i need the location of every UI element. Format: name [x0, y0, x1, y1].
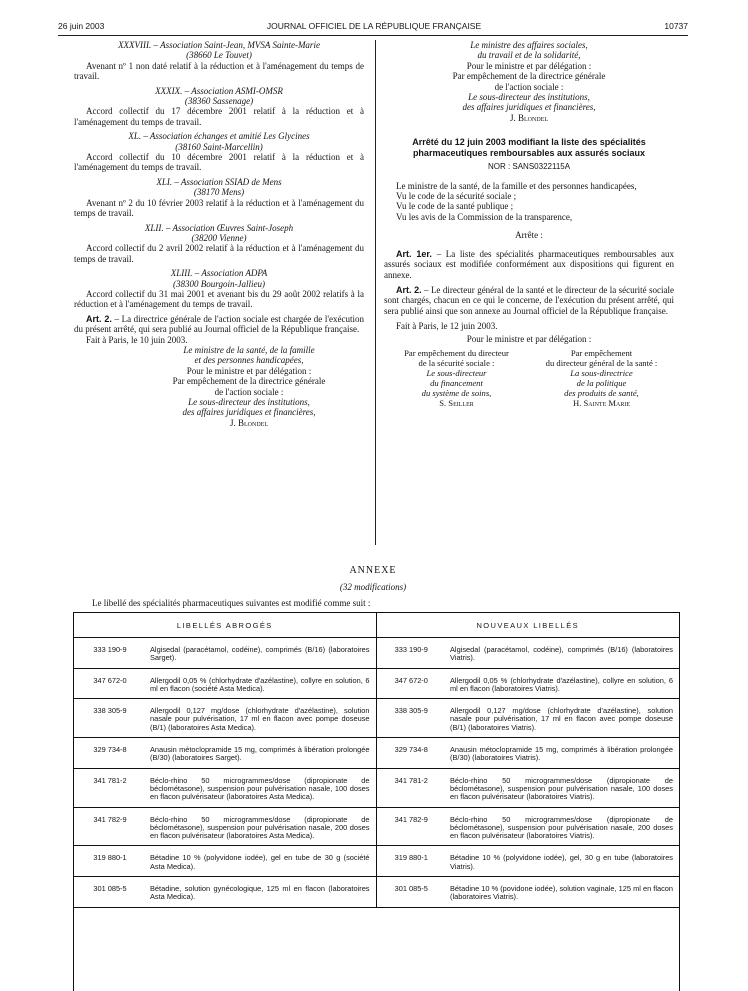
- signature-line: Le ministre des affaires sociales,: [470, 40, 588, 50]
- new-code: 341 782-9: [376, 807, 446, 846]
- signatory-name: S. Seiller: [439, 397, 474, 408]
- association-entry: [74, 223, 364, 265]
- page-header: [0, 0, 748, 30]
- article-label: Art. 2.: [396, 284, 422, 295]
- new-label: Bétadine 10 % (povidone iodée), solution vaginale, 125 ml en flacon (laboratoires Viatris).: [446, 877, 679, 908]
- old-label: Anausin métoclopramide 15 mg, comprimés à libération prolongée (B/30) (laboratoires Sarget).: [146, 738, 376, 769]
- signature-line: Par empêchement du directeur: [404, 347, 509, 358]
- arrete-heading: Arrête :: [515, 230, 543, 241]
- nor-reference: NOR : SANS0322115A: [487, 162, 571, 172]
- signature-line: Par empêchement de la directrice générale: [172, 376, 326, 387]
- association-entry: [74, 40, 364, 82]
- article-text: – La directrice générale de l'action sociale est chargée de l'exécution du présent arrêté, qui sera publié au Journal officiel de la République française.: [74, 313, 364, 335]
- association-entry: [74, 177, 364, 219]
- signature-line: Le sous-directeur: [426, 367, 487, 378]
- association-title: XXXVIII. – Association Saint-Jean, MVSA Sainte-Marie: [118, 40, 320, 50]
- old-code: 347 672-0: [74, 668, 146, 699]
- signature-line: de la sécurité sociale :: [418, 357, 495, 368]
- new-label: Allergodil 0,05 % (chlorhydrate d'azélastine), collyre en solution, 6 ml en flacon (laboratoires Viatris).: [446, 668, 679, 699]
- old-label: Algisedal (paracétamol, codéine), comprimés (B/16) (laboratoires Sarget).: [146, 638, 376, 669]
- old-code: 329 734-8: [74, 738, 146, 769]
- table-row: [74, 668, 679, 699]
- article-label: Art. 1er.: [396, 248, 432, 259]
- association-place: (38200 Vienne): [191, 232, 247, 243]
- signature-block-left: [134, 345, 364, 428]
- signature-block-securite-sociale: [384, 348, 529, 408]
- association-title: XXXIX. – Association ASMI-OMSR: [155, 85, 283, 96]
- signature-line: Le ministre de la santé, de la famille: [183, 344, 315, 355]
- old-code: 341 782-9: [74, 807, 146, 846]
- association-place: (38660 Le Touvet): [186, 50, 252, 61]
- annexe-title: ANNEXE: [349, 565, 397, 576]
- visa-line: Vu le code de la sécurité sociale ;: [396, 191, 517, 202]
- old-code: 319 880-1: [74, 846, 146, 877]
- header-date: 26 juin 2003: [58, 21, 105, 31]
- signature-line: Pour le ministre et par délégation :: [466, 60, 592, 71]
- preamble-intro: Le ministre de la santé, de la famille et des personnes handicapées,: [396, 180, 637, 191]
- fait-a-paris: Fait à Paris, le 12 juin 2003.: [396, 321, 498, 332]
- old-label: Béclo-rhino 50 microgrammes/dose (dipropionate de béclométasone), suspension pour pulvérisation nasale, 100 doses en flacon pulvérisateur (laboratoires Asta Medica).: [146, 768, 376, 807]
- association-place: (38170 Mens): [193, 187, 245, 198]
- annexe-table: [73, 612, 680, 991]
- old-label: Bétadine 10 % (polyvidone iodée), gel en tube de 30 g (société Asta Medica).: [146, 846, 376, 877]
- association-title: XLIII. – Association ADPA: [170, 268, 268, 279]
- new-code: 341 781-2: [376, 768, 446, 807]
- association-text: Avenant nº 1 non daté relatif à la réduction et à l'aménagement du temps de travail.: [74, 60, 364, 82]
- article-text: – La liste des spécialités pharmaceutiques remboursables aux assurés sociaux est modifiée conformément aux dispositions qui figurent en annexe.: [384, 248, 674, 280]
- signatory-name: H. Sainte Marie: [572, 397, 631, 408]
- signature-line: Par empêchement: [570, 347, 633, 358]
- new-label: Anausin métoclopramide 15 mg, comprimés à libération prolongée (B/30) (laboratoires Viatris).: [446, 738, 679, 769]
- signature-pair: [384, 348, 674, 408]
- left-column: [74, 40, 364, 428]
- right-column: [384, 40, 674, 408]
- new-label: Béclo-rhino 50 microgrammes/dose (dipropionate de béclométasone), suspension pour pulvérisation nasale, 100 doses en flacon pulvérisateur (laboratoires Viatris).: [446, 768, 679, 807]
- signature-line: Par empêchement de la directrice générale: [452, 71, 606, 82]
- new-code: 347 672-0: [376, 668, 446, 699]
- signature-line: du directeur général de la santé :: [545, 357, 658, 368]
- old-code: 301 085-5: [74, 877, 146, 908]
- new-code: 319 880-1: [376, 846, 446, 877]
- fait-a-paris: Fait à Paris, le 10 juin 2003.: [86, 334, 188, 345]
- column-header-old: LIBELLÉS ABROGÉS: [74, 613, 376, 638]
- association-place: (38360 Sassenage): [184, 96, 254, 107]
- signatory-name: J. Blondel: [510, 112, 548, 123]
- header-rule: [58, 35, 688, 36]
- association-text: Accord collectif du 2 avril 2002 relatif à la réduction et à l'aménagement du temps de travail.: [74, 243, 364, 264]
- signature-line: Le sous-directeur des institutions,: [188, 397, 310, 407]
- header-page-number: 10737: [664, 21, 688, 31]
- association-text: Accord collectif du 10 décembre 2001 relatif à la réduction et à l'aménagement du temps de travail.: [74, 152, 364, 173]
- old-label: Bétadine, solution gynécologique, 125 ml en flacon (laboratoires Asta Medica).: [146, 877, 376, 908]
- old-code: 341 781-2: [74, 768, 146, 807]
- table-row: [74, 638, 679, 669]
- table-header-row: [74, 613, 679, 638]
- column-header-new: NOUVEAUX LIBELLÉS: [376, 613, 679, 638]
- new-label: Allergodil 0,127 mg/dose (chlorhydrate d'azélastine), solution nasale pour pulvérisation, 17 ml en flacon avec pompe doseuse (B/1) (laboratoires Viatris).: [446, 699, 679, 738]
- signature-line: et des personnes handicapées,: [194, 355, 304, 366]
- association-list: [74, 40, 364, 310]
- signature-line: de l'action sociale :: [494, 81, 564, 92]
- column-divider: [375, 40, 376, 545]
- association-text: Accord collectif du 17 décembre 2001 relatif à la réduction et à l'aménagement du temps de travail.: [74, 106, 364, 127]
- signatory-name: J. Blondel: [230, 417, 268, 428]
- table-row: [74, 699, 679, 738]
- association-title: XLII. – Association Œuvres Saint-Joseph: [144, 222, 294, 233]
- new-label: Bétadine 10 % (polyvidone iodée), gel, 30 g en tube (laboratoires Viatris).: [446, 846, 679, 877]
- table-row: [74, 846, 679, 877]
- signature-line: des affaires juridiques et financières,: [182, 407, 316, 418]
- article-2-left: [74, 314, 364, 335]
- signature-line: Pour le ministre et par délégation :: [186, 365, 312, 376]
- article-label: Art. 2.: [86, 313, 112, 324]
- visa-line: Vu le code de la santé publique ;: [396, 201, 514, 212]
- signature-line: du système de soins,: [421, 387, 492, 398]
- old-code: 333 190-9: [74, 638, 146, 669]
- signature-line: de l'action sociale :: [214, 386, 284, 397]
- table-row: [74, 877, 679, 908]
- new-label: Algisedal (paracétamol, codéine), comprimés (B/16) (laboratoires Viatris).: [446, 638, 679, 669]
- annexe-intro: Le libellé des spécialités pharmaceutiques suivantes est modifié comme suit :: [92, 598, 371, 608]
- table-row: [74, 768, 679, 807]
- new-code: 329 734-8: [376, 738, 446, 769]
- new-code: 301 085-5: [376, 877, 446, 908]
- signature-line: des affaires juridiques et financières,: [462, 102, 596, 113]
- signature-block-top: [384, 40, 674, 123]
- signature-line: du financement: [430, 377, 483, 388]
- visa-line: Vu les avis de la Commission de la transparence,: [396, 211, 573, 222]
- article-2-right: [384, 285, 674, 316]
- delegation-line: Pour le ministre et par délégation :: [466, 333, 592, 344]
- annexe-subtitle: (32 modifications): [339, 582, 407, 592]
- signature-line: du travail et de la solidarité,: [477, 50, 581, 61]
- article-text: – Le directeur général de la santé et le directeur de la sécurité sociale sont chargés, chacun en ce qui le concerne, de l'exécution du présent arrêté, qui sera publié ainsi que son annexe au Journal officiel de la République française.: [384, 284, 674, 316]
- header-title: JOURNAL OFFICIEL DE LA RÉPUBLIQUE FRANÇAISE: [266, 21, 482, 31]
- table-row: [74, 807, 679, 846]
- old-label: Allergodil 0,127 mg/dose (chlorhydrate d'azélastine), solution nasale pour pulvérisation, 17 ml en flacon avec pompe doseuse (B/1) (laboratoires Asta Medica).: [146, 699, 376, 738]
- old-label: Allergodil 0,05 % (chlorhydrate d'azélastine), collyre en solution, 6 ml en flacon (société Asta Medica).: [146, 668, 376, 699]
- signature-line: de la politique: [576, 377, 627, 388]
- signature-line: des produits de santé,: [564, 387, 639, 398]
- new-label: Béclo-rhino 50 microgrammes/dose (dipropionate de béclométasone), suspension pour pulvérisation nasale, 200 doses en flacon pulvérisateur (laboratoires Viatris).: [446, 807, 679, 846]
- article-1: [384, 249, 674, 280]
- association-title: XLI. – Association SSIAD de Mens: [156, 176, 282, 187]
- signature-block-sante: [529, 348, 674, 408]
- table-row: [74, 738, 679, 769]
- annexe-table-body: [74, 638, 679, 908]
- association-title: XL. – Association échanges et amitié Les Glycines: [128, 131, 310, 142]
- arrete-title: Arrêté du 12 juin 2003 modifiant la liste des spécialités pharmaceutiques remboursables aux assurés sociaux: [412, 137, 646, 158]
- association-place: (38300 Bourgoin-Jallieu): [173, 278, 265, 289]
- association-text: Avenant nº 2 du 10 février 2003 relatif à la réduction et à l'aménagement du temps de travail.: [74, 197, 364, 219]
- old-label: Béclo-rhino 50 microgrammes/dose (dipropionate de béclométasone), suspension pour pulvérisation nasale, 200 doses en flacon pulvérisateur (laboratoires Asta Medica).: [146, 807, 376, 846]
- new-code: 333 190-9: [376, 638, 446, 669]
- association-text: Accord collectif du 31 mai 2001 et avenant bis du 29 août 2002 relatifs à la réduction et à l'aménagement du temps de travail.: [74, 288, 364, 310]
- association-entry: [74, 131, 364, 173]
- old-code: 338 305-9: [74, 699, 146, 738]
- signature-line: La sous-directrice: [570, 367, 633, 378]
- association-entry: [74, 86, 364, 128]
- new-code: 338 305-9: [376, 699, 446, 738]
- association-entry: [74, 268, 364, 310]
- association-place: (38160 Saint-Marcellin): [175, 141, 263, 152]
- signature-line: Le sous-directeur des institutions,: [468, 92, 590, 103]
